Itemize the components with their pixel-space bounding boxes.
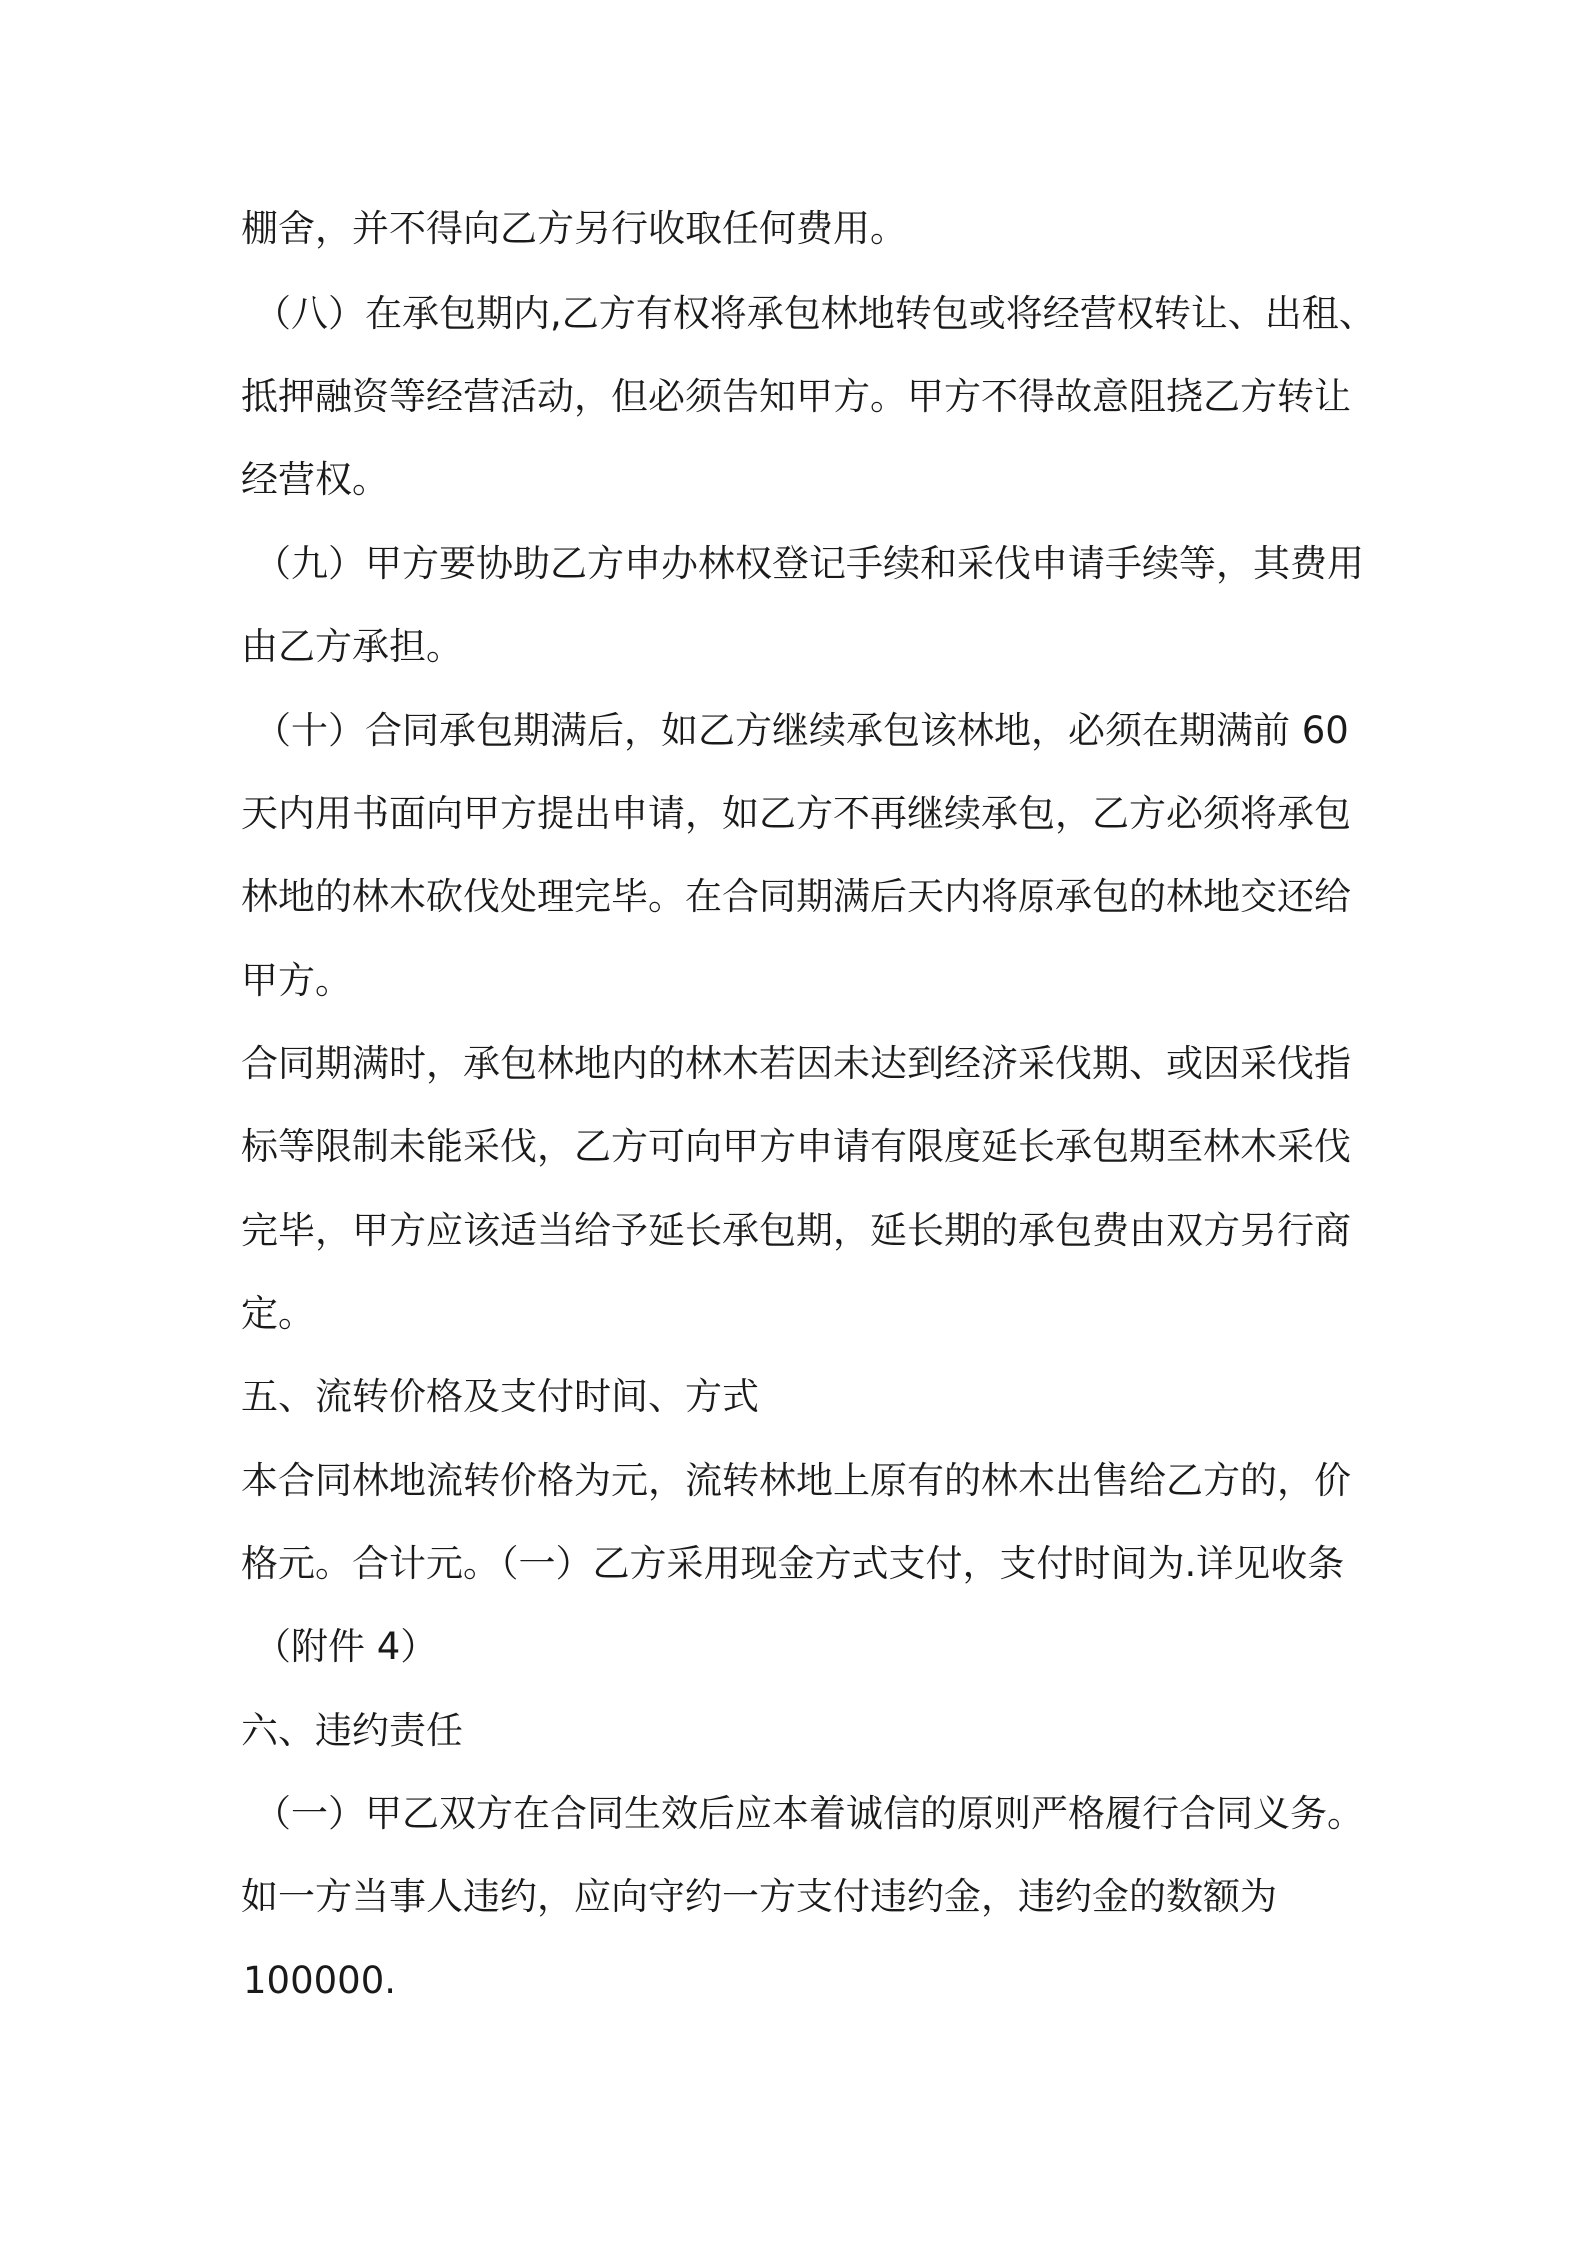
text-line-22: 100000. xyxy=(243,1959,397,2002)
text-line-9: 林地的林木砍伐处理完毕。在合同期满后天内将原承包的林地交还给 xyxy=(241,875,1351,918)
text-line-20: （一）甲乙双方在合同生效后应本着诚信的原则严格履行合同义务。 xyxy=(254,1792,1364,1835)
text-line-12: 标等限制未能采伐，乙方可向甲方申请有限度延长承包期至林木采伐 xyxy=(241,1125,1351,1168)
section-heading-6: 六、违约责任 xyxy=(241,1709,463,1752)
text-line-18: （附件 4） xyxy=(254,1625,438,1668)
text-line-2: （八）在承包期内,乙方有权将承包林地转包或将经营权转让、出租、 xyxy=(254,292,1376,335)
text-line-8: 天内用书面向甲方提出申请，如乙方不再继续承包，乙方必须将承包 xyxy=(241,792,1351,835)
text-line-11: 合同期满时，承包林地内的林木若因未达到经济采伐期、或因采伐指 xyxy=(241,1042,1351,1085)
text-line-6: 由乙方承担。 xyxy=(241,625,463,668)
text-line-3: 抵押融资等经营活动，但必须告知甲方。甲方不得故意阻挠乙方转让 xyxy=(241,375,1351,418)
section-heading-5: 五、流转价格及支付时间、方式 xyxy=(241,1375,759,1418)
text-line-17: 格元。合计元。（一）乙方采用现金方式支付，支付时间为.详见收条 xyxy=(241,1542,1345,1585)
text-line-4: 经营权。 xyxy=(241,458,389,501)
text-line-13: 完毕，甲方应该适当给予延长承包期，延长期的承包费由双方另行商 xyxy=(241,1209,1351,1252)
text-line-5: （九）甲方要协助乙方申办林权登记手续和采伐申请手续等，其费用 xyxy=(254,542,1364,585)
text-line-14: 定。 xyxy=(241,1292,315,1335)
text-line-10: 甲方。 xyxy=(241,959,352,1002)
text-line-21: 如一方当事人违约，应向守约一方支付违约金，违约金的数额为 xyxy=(241,1875,1277,1918)
text-line-7: （十）合同承包期满后，如乙方继续承包该林地，必须在期满前 60 xyxy=(254,709,1349,752)
text-line-16: 本合同林地流转价格为元，流转林地上原有的林木出售给乙方的，价 xyxy=(241,1459,1351,1502)
text-line-1: 棚舍，并不得向乙方另行收取任何费用。 xyxy=(241,207,907,250)
